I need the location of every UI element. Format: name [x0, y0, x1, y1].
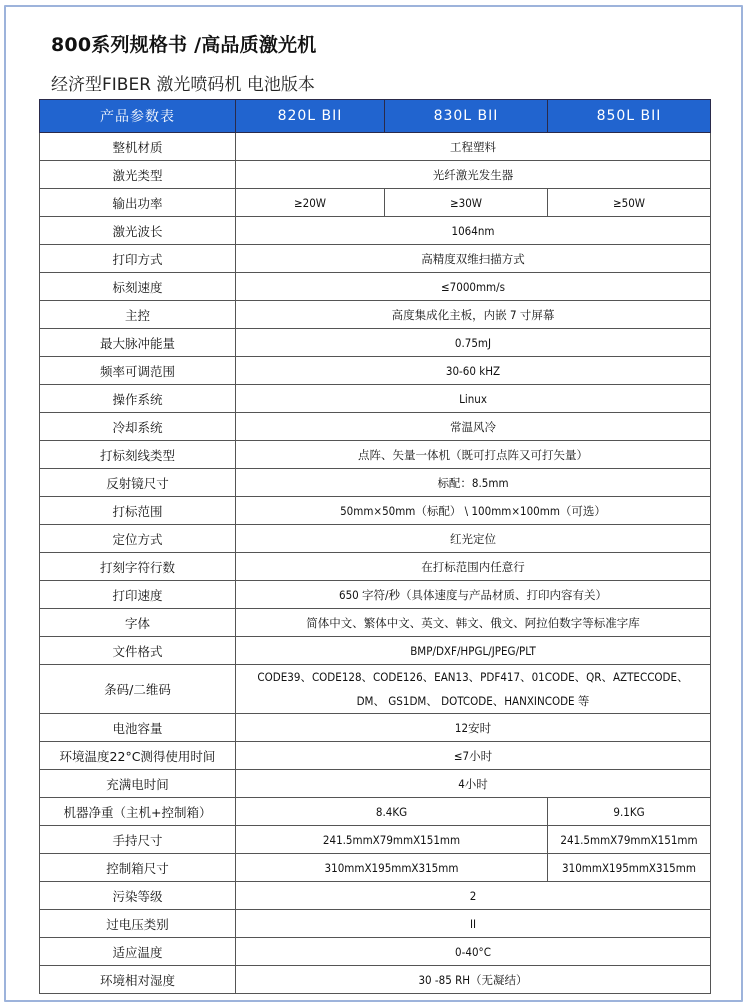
row-value-820-830: 310mmX195mmX315mm	[236, 854, 548, 882]
row-label: 污染等级	[40, 882, 236, 910]
header-model-850l: 850L BII	[548, 100, 711, 133]
table-row	[40, 217, 711, 245]
row-label: 电池容量	[40, 714, 236, 742]
row-value: 点阵、矢量一体机（既可打点阵又可打矢量）	[236, 441, 711, 469]
row-label: 操作系统	[40, 385, 236, 413]
row-label: 适应温度	[40, 938, 236, 966]
table-row	[40, 189, 711, 217]
row-value: 2	[236, 882, 711, 910]
row-label: 冷却系统	[40, 413, 236, 441]
table-row	[40, 826, 711, 854]
table-row	[40, 910, 711, 938]
row-value: 高度集成化主板，内嵌 7 寸屏幕	[236, 301, 711, 329]
row-value: 标配：8.5mm	[236, 469, 711, 497]
row-value: Linux	[236, 385, 711, 413]
row-value-850l: 310mmX195mmX315mm	[548, 854, 711, 882]
table-row	[40, 882, 711, 910]
table-row	[40, 133, 711, 161]
table-row	[40, 245, 711, 273]
row-value: 4小时	[236, 770, 711, 798]
table-row	[40, 469, 711, 497]
table-row	[40, 798, 711, 826]
row-value: 1064nm	[236, 217, 711, 245]
row-value: 高精度双维扫描方式	[236, 245, 711, 273]
row-label: 打印方式	[40, 245, 236, 273]
table-row	[40, 329, 711, 357]
row-label: 频率可调范围	[40, 357, 236, 385]
row-label: 打标范围	[40, 497, 236, 525]
row-value-820-830: 241.5mmX79mmX151mm	[236, 826, 548, 854]
row-value: 常温风冷	[236, 413, 711, 441]
table-row	[40, 301, 711, 329]
row-value: II	[236, 910, 711, 938]
header-param-table: 产品参数表	[40, 100, 236, 133]
row-value: 光纤激光发生器	[236, 161, 711, 189]
table-row	[40, 609, 711, 637]
table-row	[40, 742, 711, 770]
header-model-820l: 820L BII	[236, 100, 385, 133]
row-value: 0-40°C	[236, 938, 711, 966]
row-label: 手持尺寸	[40, 826, 236, 854]
row-label: 整机材质	[40, 133, 236, 161]
table-row	[40, 161, 711, 189]
row-label: 激光波长	[40, 217, 236, 245]
table-row	[40, 665, 711, 714]
barcode-line-1: CODE39、CODE128、CODE126、EAN13、PDF417、01CODE、QR、AZTECCODE、	[257, 670, 689, 684]
row-label: 最大脉冲能量	[40, 329, 236, 357]
table-row	[40, 938, 711, 966]
row-value-830l: ≥30W	[385, 189, 548, 217]
table-row	[40, 385, 711, 413]
document-title: 800系列规格书 /高品质激光机	[51, 34, 317, 56]
table-header-row	[40, 100, 711, 133]
row-value-850l: 241.5mmX79mmX151mm	[548, 826, 711, 854]
row-label: 过电压类别	[40, 910, 236, 938]
row-label: 标刻速度	[40, 273, 236, 301]
row-label: 机器净重（主机+控制箱）	[40, 798, 236, 826]
row-value: 30 -85 RH（无凝结）	[236, 966, 711, 994]
row-value: 工程塑料	[236, 133, 711, 161]
row-value-850l: ≥50W	[548, 189, 711, 217]
table-row	[40, 770, 711, 798]
row-label: 反射镜尺寸	[40, 469, 236, 497]
table-row	[40, 854, 711, 882]
spec-table	[39, 99, 711, 994]
row-value: 在打标范围内任意行	[236, 553, 711, 581]
row-label: 充满电时间	[40, 770, 236, 798]
row-label: 控制箱尺寸	[40, 854, 236, 882]
table-row	[40, 553, 711, 581]
table-row	[40, 637, 711, 665]
row-label: 打标刻线类型	[40, 441, 236, 469]
row-label: 定位方式	[40, 525, 236, 553]
header-model-830l: 830L BII	[385, 100, 548, 133]
table-row	[40, 581, 711, 609]
table-row	[40, 441, 711, 469]
table-row	[40, 413, 711, 441]
row-label: 环境相对湿度	[40, 966, 236, 994]
table-row	[40, 273, 711, 301]
row-value: 12安时	[236, 714, 711, 742]
row-label: 环境温度22°C测得使用时间	[40, 742, 236, 770]
table-row	[40, 714, 711, 742]
row-value: 650 字符/秒（具体速度与产品材质、打印内容有关）	[236, 581, 711, 609]
row-label: 文件格式	[40, 637, 236, 665]
row-value: 0.75mJ	[236, 329, 711, 357]
row-label: 主控	[40, 301, 236, 329]
table-row	[40, 357, 711, 385]
barcode-line-2: DM、 GS1DM、 DOTCODE、HANXINCODE 等	[356, 694, 590, 708]
row-value: BMP/DXF/HPGL/JPEG/PLT	[236, 637, 711, 665]
row-value: 红光定位	[236, 525, 711, 553]
table-row	[40, 525, 711, 553]
row-label: 打刻字符行数	[40, 553, 236, 581]
row-value-barcodes	[236, 665, 711, 714]
row-label: 输出功率	[40, 189, 236, 217]
row-value: 简体中文、繁体中文、英文、韩文、俄文、阿拉伯数字等标准字库	[236, 609, 711, 637]
table-row	[40, 497, 711, 525]
row-label: 字体	[40, 609, 236, 637]
row-label: 激光类型	[40, 161, 236, 189]
row-value: ≤7小时	[236, 742, 711, 770]
document-subtitle: 经济型FIBER 激光喷码机 电池版本	[51, 75, 315, 95]
row-label: 条码/二维码	[40, 665, 236, 714]
row-value-850l: 9.1KG	[548, 798, 711, 826]
row-label: 打印速度	[40, 581, 236, 609]
row-value: 30-60 kHZ	[236, 357, 711, 385]
row-value-820l: ≥20W	[236, 189, 385, 217]
row-value: 50mm×50mm（标配） \ 100mm×100mm（可选）	[236, 497, 711, 525]
row-value: ≤7000mm/s	[236, 273, 711, 301]
row-value-820-830: 8.4KG	[236, 798, 548, 826]
table-row	[40, 966, 711, 994]
